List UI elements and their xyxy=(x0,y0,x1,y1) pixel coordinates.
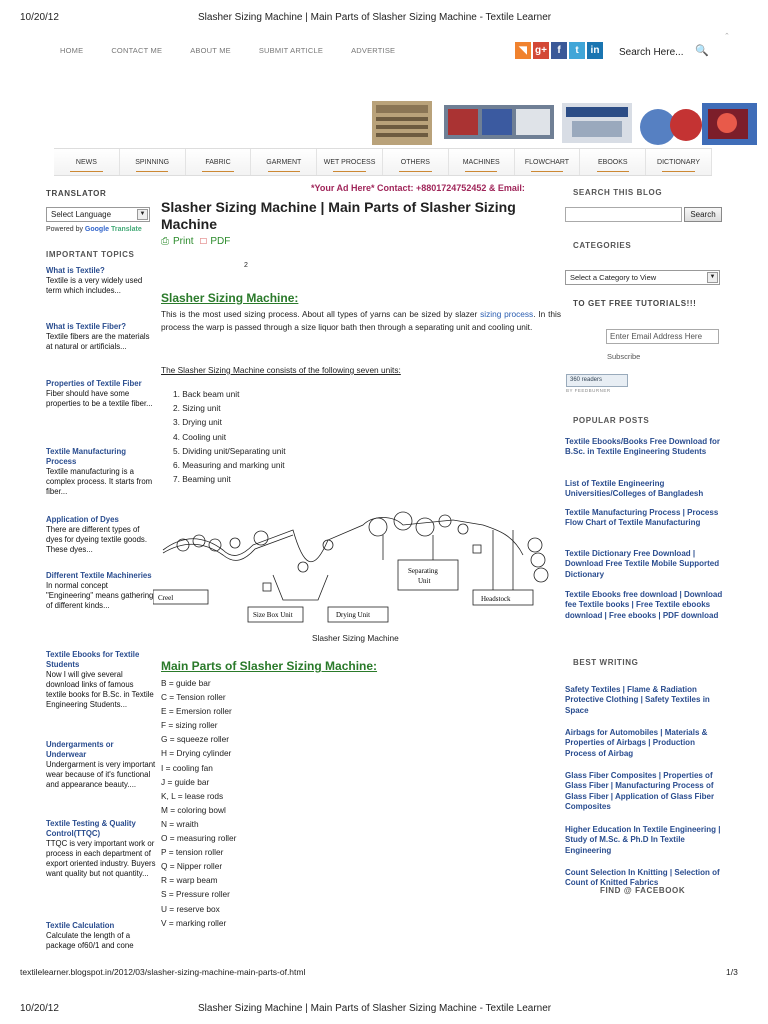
nav-flowchart[interactable]: FLOWCHART xyxy=(515,149,581,175)
nav-dictionary[interactable]: DICTIONARY xyxy=(646,149,712,175)
search-icon[interactable]: 🔍 xyxy=(695,45,709,57)
list-item: 1. Back beam unit xyxy=(173,389,240,399)
topic-desc: Calculate the length of a package of60/1 and cone xyxy=(46,930,134,950)
topic-item xyxy=(46,650,156,710)
popular-post-title-cont[interactable]: Process Flow Chart of Textile Manufacturing xyxy=(565,508,719,528)
list-item: 4. Cooling unit xyxy=(173,431,227,442)
topic-link[interactable]: Undergarments or Underwear xyxy=(46,740,114,759)
translate-label[interactable]: Translate xyxy=(111,226,142,233)
subscribe-button[interactable]: Subscribe xyxy=(607,352,641,361)
facebook-icon[interactable]: f xyxy=(551,42,567,59)
popular-post-link[interactable] xyxy=(565,437,727,458)
topic-item xyxy=(46,571,156,611)
intro-paragraph xyxy=(161,308,561,334)
nav-advertise[interactable]: ADVERTISE xyxy=(351,46,396,55)
language-select[interactable] xyxy=(46,207,150,222)
list-item: 2. Sizing unit xyxy=(173,403,221,414)
topic-desc: Now I will give several download links of famous textile books for B.Sc. in Textile Engineering Students... xyxy=(46,669,154,709)
list-item: C = Tension roller xyxy=(161,692,226,703)
nav-garment[interactable]: GARMENT xyxy=(251,149,317,175)
topic-link[interactable]: Textile Calculation xyxy=(46,921,115,930)
rss-icon[interactable]: ◥ xyxy=(515,42,531,59)
nav-home[interactable]: HOME xyxy=(60,46,84,55)
print-link[interactable]: Print xyxy=(173,236,194,247)
list-item: P = tension roller xyxy=(161,847,224,858)
list-item: V = marking roller xyxy=(161,917,227,928)
topic-link[interactable]: Application of Dyes xyxy=(46,515,119,524)
topic-item xyxy=(46,740,156,790)
topic-item xyxy=(46,447,156,497)
popular-post-link[interactable] xyxy=(565,549,727,580)
popular-post-link[interactable] xyxy=(565,590,727,621)
print-date: 10/20/12 xyxy=(20,1003,59,1014)
slasher-machine-diagram xyxy=(153,505,553,630)
list-item: N = wraith xyxy=(161,818,199,829)
machines-banner-image xyxy=(362,95,762,151)
topic-item xyxy=(46,266,156,296)
list-item: Q = Nipper roller xyxy=(161,861,223,872)
best-writing-title[interactable]: Glass Fiber Composites | Properties of Glass Fiber | Manufacturing Process of Glass Fiber | Application of Glass Fiber Composites xyxy=(565,771,715,812)
translator-heading: TRANSLATOR xyxy=(46,189,107,198)
best-writing-link[interactable] xyxy=(565,825,727,856)
topic-link[interactable]: Textile Testing & Quality Control(TTQC) xyxy=(46,819,136,838)
list-item: K, L = lease rods xyxy=(161,790,224,801)
popular-post-title[interactable]: Textile Ebooks free download | xyxy=(565,590,682,599)
print-title: Slasher Sizing Machine | Main Parts of Slasher Sizing Machine - Textile Learner xyxy=(198,12,552,23)
printer-icon: ⎙ xyxy=(161,236,169,247)
popular-post-title[interactable]: Textile Dictionary Free Download | xyxy=(565,549,696,558)
linkedin-icon[interactable]: in xyxy=(587,42,603,59)
print-header-next-page xyxy=(20,1003,748,1014)
topic-desc: Textile manufacturing is a complex process. It starts from fiber... xyxy=(46,466,153,496)
google-logo-text: Google xyxy=(84,226,110,233)
best-writing-heading: BEST WRITING xyxy=(573,658,639,667)
list-item: 7. Beaming unit xyxy=(173,474,231,485)
topic-desc: Fiber should have some properties to be a textile fiber... xyxy=(46,388,153,408)
category-select-value: Select a Category to View xyxy=(570,273,657,282)
social-links xyxy=(515,42,603,59)
list-item: F = sizing roller xyxy=(161,720,218,731)
list-item: O = measuring roller xyxy=(161,833,237,844)
diagram-label-headstock: Headstock xyxy=(481,595,511,603)
topic-link[interactable]: Textile Manufacturing Process xyxy=(46,447,126,466)
list-item: S = Pressure roller xyxy=(161,889,230,900)
pdf-icon: □ xyxy=(200,236,207,247)
powered-by-google xyxy=(46,226,142,233)
popular-post-title[interactable]: Textile Ebooks/Books Free Download for B.Sc. in Textile Engineering xyxy=(565,437,720,457)
diagram-label-creel: Creel xyxy=(158,594,174,602)
print-pdf-links xyxy=(161,236,234,247)
popular-post-title[interactable]: Textile Manufacturing Process | xyxy=(565,508,685,517)
search-button[interactable]: Search xyxy=(684,207,722,222)
topic-link[interactable]: What is Textile Fiber? xyxy=(46,322,127,331)
nav-spinning[interactable]: SPINNING xyxy=(120,149,186,175)
list-item: J = guide bar xyxy=(161,776,210,787)
parts-list xyxy=(161,676,236,930)
nav-machines[interactable]: MACHINES xyxy=(449,149,515,175)
sizing-process-link[interactable]: sizing process xyxy=(480,309,534,319)
best-writing-title-cont[interactable]: in Space xyxy=(565,695,710,715)
best-writing-title[interactable]: Airbags for Automobiles | Materials & Properties of Airbags | Production Process of Airbag xyxy=(565,728,708,758)
share-count: 2 xyxy=(244,262,248,269)
section-heading-main-parts: Main Parts of Slasher Sizing Machine: xyxy=(161,659,378,673)
best-writing-title[interactable]: Safety Textiles | Flame & Radiation Protective Clothing | Safety Textiles xyxy=(565,685,701,705)
topic-desc: Undergarment is very important wear because of it's functional and appearance beauty.... xyxy=(46,759,156,789)
important-topics-heading: IMPORTANT TOPICS xyxy=(46,250,135,259)
popular-post-title[interactable]: List of Textile Engineering Universities/Colleges of Bangladesh xyxy=(565,479,704,499)
list-item: B = guide bar xyxy=(161,678,211,688)
email-field[interactable]: Enter Email Address Here xyxy=(606,329,719,344)
best-writing-link[interactable] xyxy=(565,728,727,759)
topic-item xyxy=(46,819,156,879)
nav-about[interactable]: ABOUT ME xyxy=(190,46,231,55)
popular-post-title-cont[interactable]: Download Free Textile Mobile Supported Dictionary xyxy=(565,559,720,579)
chevron-down-icon: ▼ xyxy=(137,209,148,220)
popular-post-link[interactable] xyxy=(565,508,727,529)
best-writing-link[interactable] xyxy=(565,771,727,813)
topic-desc: Textile is a very widely used term which includes... xyxy=(46,275,143,295)
nav-wet-process[interactable]: WET PROCESS xyxy=(317,149,383,175)
popular-posts-heading: POPULAR POSTS xyxy=(573,416,650,425)
find-facebook-heading: FIND @ FACEBOOK xyxy=(600,886,686,895)
topic-item xyxy=(46,322,156,352)
main-nav xyxy=(54,148,712,176)
feedburner-label: BY FEEDBURNER xyxy=(566,388,611,393)
list-item: 6. Measuring and marking unit xyxy=(173,460,285,471)
list-item: I = cooling fan xyxy=(161,762,213,773)
footer-page-number: 1/3 xyxy=(726,967,738,977)
powered-by-label: Powered by xyxy=(46,226,83,233)
best-writing-title[interactable]: Higher Education In Textile Engineering | Study of M.Sc. & Ph.D In Textile Engineering xyxy=(565,825,721,855)
twitter-icon[interactable]: t xyxy=(569,42,585,59)
intro-text-1: This is the most used sizing process. About all types of yarns can be sized by slazer xyxy=(161,309,481,319)
list-item: U = reserve box xyxy=(161,903,220,914)
topic-link[interactable]: What is Textile? xyxy=(46,266,105,275)
print-header xyxy=(20,12,748,23)
pdf-link[interactable]: PDF xyxy=(210,236,231,247)
feed-count-badge[interactable]: 360 readers xyxy=(566,374,628,387)
free-tutorials-heading: TO GET FREE TUTORIALS!!! xyxy=(573,299,697,308)
topic-link[interactable]: Different Textile Machineries xyxy=(46,571,152,580)
units-list xyxy=(173,387,286,486)
diagram-label-separating: Separating xyxy=(408,567,438,575)
popular-post-title-cont[interactable]: Download fee Textile books | Free Textile ebooks download | Free ebooks | PDF download xyxy=(565,590,723,620)
print-date: 10/20/12 xyxy=(20,12,59,23)
language-select-value: Select Language xyxy=(51,210,112,219)
topic-desc: There are different types of dyes for dyeing textile goods. These dyes... xyxy=(46,524,147,554)
google-plus-icon[interactable]: g+ xyxy=(533,42,549,59)
best-writing-title-cont[interactable]: Selection of Count of Knitted Fabrics xyxy=(565,868,720,888)
nav-others[interactable]: OTHERS xyxy=(383,149,449,175)
top-nav xyxy=(46,46,409,55)
categories-heading: CATEGORIES xyxy=(573,241,632,250)
best-writing-link[interactable] xyxy=(565,685,727,716)
topic-desc: TTQC is very important work or process in each department of export oriented industry. Buyers want quality but not quantity... xyxy=(46,838,156,878)
nav-fabric[interactable]: FABRIC xyxy=(186,149,252,175)
topic-item xyxy=(46,379,156,409)
list-item: R = warp beam xyxy=(161,875,218,886)
units-intro: The Slasher Sizing Machine consists of the following seven units: xyxy=(161,365,401,375)
topic-link[interactable]: Textile Ebooks for Textile Students xyxy=(46,650,140,669)
header-search-input[interactable]: Search Here... xyxy=(619,47,684,58)
nav-contact[interactable]: CONTACT ME xyxy=(111,46,163,55)
diagram-label-drying: Drying Unit xyxy=(336,611,371,619)
print-title: Slasher Sizing Machine | Main Parts of Slasher Sizing Machine - Textile Learner xyxy=(198,1003,552,1014)
list-item: 5. Dividing unit/Separating unit xyxy=(173,445,286,456)
post-title: Slasher Sizing Machine | Main Parts of Slasher Sizing Machine xyxy=(161,199,516,232)
list-item: 3. Drying unit xyxy=(173,417,222,428)
section-heading-slasher: Slasher Sizing Machine: xyxy=(161,291,299,305)
intro-text-2: . In this process the warp is passed through a size liquor bath then through a separating unit and cooling unit. xyxy=(161,309,561,332)
search-blog-heading: SEARCH THIS BLOG xyxy=(573,188,663,197)
topic-item xyxy=(46,921,156,951)
popular-post-link[interactable] xyxy=(565,479,727,500)
topic-desc: In normal concept "Engineering" means gathering of different kinds... xyxy=(46,580,154,610)
corner-mark-icon: ⌃ xyxy=(724,33,730,40)
popular-post-title-cont[interactable]: Students xyxy=(672,447,707,457)
blog-search-input[interactable] xyxy=(565,207,682,222)
chevron-down-icon: ▼ xyxy=(707,272,718,283)
category-select[interactable] xyxy=(565,270,720,285)
list-item: H = Drying cylinder xyxy=(161,748,232,759)
nav-news[interactable]: NEWS xyxy=(54,149,120,175)
list-item: G = squeeze roller xyxy=(161,734,230,745)
best-writing-title[interactable]: Count Selection In Knitting | xyxy=(565,868,673,877)
ad-banner-text: *Your Ad Here* Contact: +8801724752452 & Email: xyxy=(311,183,525,193)
footer-url: textilelearner.blogspot.in/2012/03/slasher-sizing-machine-main-parts-of.html xyxy=(20,967,306,977)
nav-submit-article[interactable]: SUBMIT ARTICLE xyxy=(258,46,324,55)
list-item: E = Emersion roller xyxy=(161,706,232,717)
topic-desc: Textile fibers are the materials at natural or artificials... xyxy=(46,331,150,351)
diagram-label-unit: Unit xyxy=(418,577,431,585)
diagram-label-size-box: Size Box Unit xyxy=(253,611,293,619)
list-item: M = coloring bowl xyxy=(161,804,226,815)
topic-link[interactable]: Properties of Textile Fiber xyxy=(46,379,142,388)
nav-ebooks[interactable]: EBOOKS xyxy=(580,149,646,175)
diagram-caption: Slasher Sizing Machine xyxy=(312,633,399,643)
topic-item xyxy=(46,515,156,555)
